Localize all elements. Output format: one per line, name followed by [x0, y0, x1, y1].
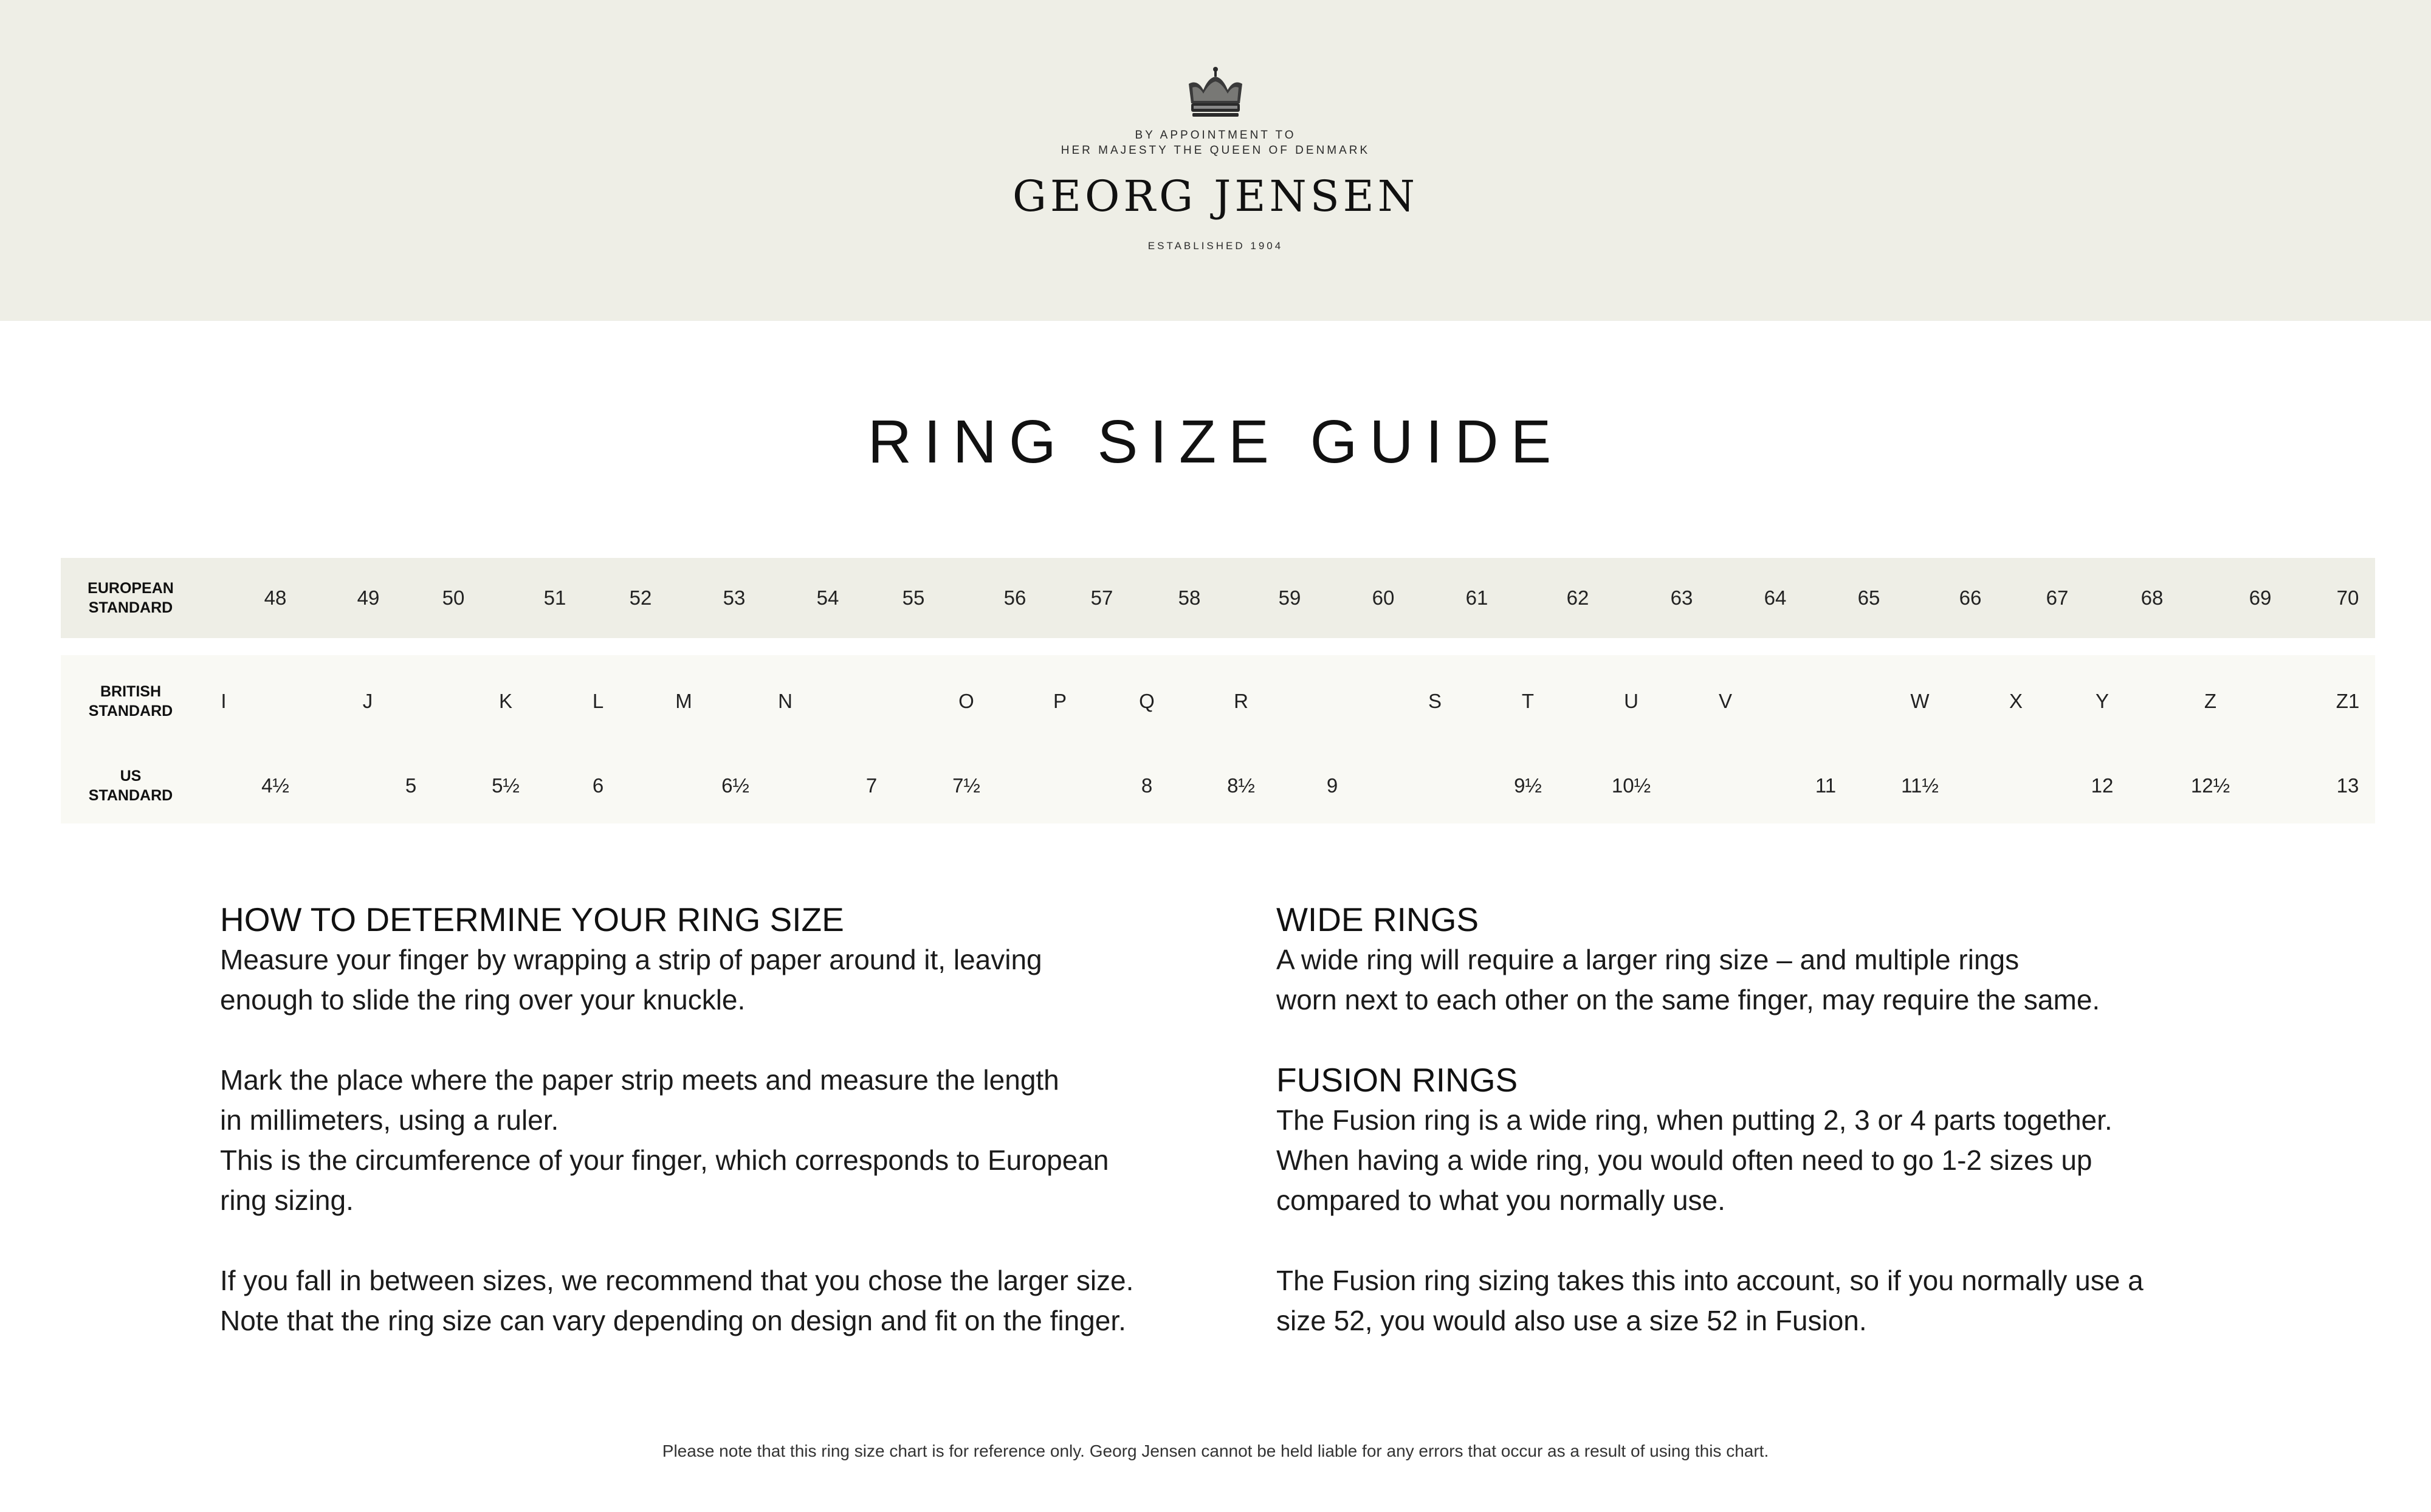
- british-size-cell: L: [592, 690, 604, 712]
- us-size-cell: 9: [1326, 774, 1338, 797]
- european-size-cell: 60: [1372, 586, 1395, 609]
- wide-rings-heading: WIDE RINGS: [1276, 901, 1479, 938]
- paragraph-line: If you fall in between sizes, we recommend that you chose the larger size.: [220, 1265, 1134, 1296]
- us-size-cell: 5½: [492, 774, 520, 797]
- british-label: BRITISH STANDARD: [88, 683, 173, 720]
- british-size-cell: J: [362, 690, 373, 712]
- us-size-cell: 7: [865, 774, 878, 797]
- european-size-cell: 51: [543, 586, 566, 609]
- european-size-cell: 68: [2140, 586, 2164, 609]
- us-size-cell: 5: [405, 774, 417, 797]
- us-size-cell: 7½: [952, 774, 980, 797]
- us-size-cell: 13: [2336, 774, 2359, 797]
- us-size-cell: 10½: [1611, 774, 1651, 797]
- paragraph-line: The Fusion ring is a wide ring, when putting 2, 3 or 4 parts together.: [1276, 1104, 2113, 1136]
- paragraph-line: in millimeters, using a ruler.: [220, 1104, 559, 1136]
- european-size-cell: 63: [1670, 586, 1693, 609]
- british-size-cell: P: [1053, 690, 1067, 712]
- british-size-cell: Y: [2095, 690, 2110, 712]
- british-size-cell: Z1: [2336, 690, 2360, 712]
- european-size-cell: 48: [264, 586, 287, 609]
- european-size-cell: 66: [1959, 586, 1982, 609]
- european-size-cell: 56: [1003, 586, 1026, 609]
- paragraph-line: The Fusion ring sizing takes this into account, so if you normally use a: [1276, 1265, 2144, 1296]
- header-banner: [0, 0, 2431, 321]
- paragraph-line: This is the circumference of your finger, which corresponds to European: [220, 1144, 1109, 1176]
- us-size-cell: 12: [2091, 774, 2114, 797]
- british-size-cell: X: [2009, 690, 2023, 712]
- european-size-cell: 57: [1090, 586, 1113, 609]
- european-size-cell: 65: [1857, 586, 1880, 609]
- fusion-rings-heading: FUSION RINGS: [1276, 1061, 1518, 1099]
- british-size-cell: R: [1234, 690, 1248, 712]
- us-size-cell: 6: [592, 774, 604, 797]
- appointment-line-1: BY APPOINTMENT TO: [1135, 129, 1296, 142]
- us-size-cell: 9½: [1514, 774, 1542, 797]
- us-label: US STANDARD: [88, 767, 173, 804]
- wide-rings-section: [1276, 899, 2224, 1341]
- european-size-cell: 53: [723, 586, 746, 609]
- european-size-cell: 59: [1278, 586, 1301, 609]
- us-size-cell: 4½: [261, 774, 289, 797]
- british-size-cell: O: [958, 690, 974, 712]
- european-size-cell: 61: [1465, 586, 1488, 609]
- paragraph-line: size 52, you would also use a size 52 in Fusion.: [1276, 1305, 1867, 1336]
- european-size-cell: 69: [2249, 586, 2272, 609]
- paragraph-line: ring sizing.: [220, 1184, 354, 1216]
- british-size-cell: T: [1521, 690, 1535, 712]
- british-size-cell: Q: [1139, 690, 1155, 712]
- european-label: EUROPEAN STANDARD: [88, 580, 174, 616]
- us-row: [61, 747, 2375, 823]
- appointment-line-2: HER MAJESTY THE QUEEN OF DENMARK: [1061, 144, 1370, 157]
- established-text: ESTABLISHED 1904: [1147, 240, 1284, 252]
- page-title: RING SIZE GUIDE: [867, 408, 1564, 476]
- british-size-cell: M: [675, 690, 692, 712]
- european-size-cell: 64: [1764, 586, 1787, 609]
- european-size-cell: 49: [357, 586, 380, 609]
- us-size-cell: 11: [1815, 774, 1837, 797]
- disclaimer-footer: Please note that this ring size chart is for reference only. Georg Jensen cannot be held liable for any errors that occur as a result of using this chart.: [662, 1442, 1769, 1460]
- british-size-cell: Z: [2204, 690, 2217, 712]
- paragraph-line: Note that the ring size can vary depending on design and fit on the finger.: [220, 1305, 1126, 1336]
- european-size-cell: 67: [2046, 586, 2069, 609]
- us-size-cell: 8: [1141, 774, 1153, 797]
- paragraph-line: compared to what you normally use.: [1276, 1184, 1725, 1216]
- european-size-cell: 70: [2336, 586, 2359, 609]
- how-to-section: [220, 899, 1205, 1341]
- british-size-cell: U: [1624, 690, 1638, 712]
- paragraph-line: When having a wide ring, you would often need to go 1-2 sizes up: [1276, 1144, 2092, 1176]
- british-size-cell: S: [1428, 690, 1442, 712]
- european-size-cell: 58: [1178, 586, 1201, 609]
- paragraph-line: A wide ring will require a larger ring size – and multiple rings: [1276, 944, 2020, 975]
- british-size-cell: V: [1718, 690, 1733, 712]
- european-size-cell: 55: [902, 586, 925, 609]
- brand-logo-text: GEORG JENSEN: [1013, 171, 1418, 221]
- european-size-cell: 52: [629, 586, 652, 609]
- paragraph-line: worn next to each other on the same finger, may require the same.: [1276, 984, 2100, 1015]
- us-size-cell: 8½: [1227, 774, 1255, 797]
- us-size-cell: 12½: [2190, 774, 2230, 797]
- british-size-cell: W: [1910, 690, 1930, 712]
- european-size-cell: 54: [816, 586, 839, 609]
- european-size-cell: 50: [442, 586, 465, 609]
- british-row: [61, 655, 2375, 747]
- us-size-cell: 11½: [1901, 774, 1939, 797]
- british-size-cell: N: [778, 690, 793, 712]
- how-to-heading: HOW TO DETERMINE YOUR RING SIZE: [220, 901, 844, 938]
- european-size-cell: 62: [1566, 586, 1589, 609]
- us-size-cell: 6½: [721, 774, 749, 797]
- crown-icon: [1185, 66, 1246, 118]
- british-size-cell: K: [498, 690, 513, 712]
- paragraph-line: enough to slide the ring over your knuckle.: [220, 984, 746, 1015]
- british-size-cell: I: [221, 690, 227, 712]
- paragraph-line: Mark the place where the paper strip meets and measure the length: [220, 1064, 1059, 1096]
- paragraph-line: Measure your finger by wrapping a strip of paper around it, leaving: [220, 944, 1042, 975]
- european-row: [61, 558, 2375, 638]
